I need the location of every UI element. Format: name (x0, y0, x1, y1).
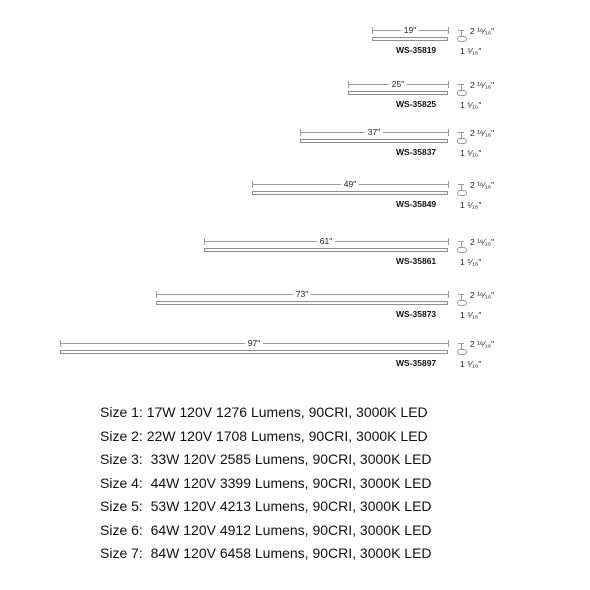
length-label: 97" (245, 338, 263, 348)
fixture-bar (204, 248, 448, 252)
height-label: 2 ¹⁶⁄₁₆" (470, 339, 495, 349)
profile-shape (457, 247, 467, 253)
length-label: 73" (293, 289, 311, 299)
height-label: 2 ¹⁶⁄₁₆" (470, 180, 495, 190)
height-label: 2 ¹⁶⁄₁₆" (470, 237, 495, 247)
fixture-size-5 (0, 237, 590, 293)
depth-label: 1 ⁵⁄₁₆" (460, 148, 482, 158)
profile-shape (457, 36, 467, 42)
dimension-tick-right (448, 181, 449, 188)
fixture-bar (348, 91, 448, 95)
profile-shape (457, 90, 467, 96)
height-label: 2 ¹⁶⁄₁₆" (470, 290, 495, 300)
height-label: 2 ¹⁶⁄₁₆" (470, 128, 495, 138)
model-number: WS-35825 (396, 99, 437, 109)
fixture-bar (60, 350, 448, 354)
fixture-bar (156, 301, 448, 305)
profile-shape (457, 300, 467, 306)
dimension-tick-right (448, 238, 449, 245)
depth-label: 1 ⁵⁄₁₆" (460, 46, 482, 56)
profile-shape (457, 349, 467, 355)
fixture-size-6 (0, 290, 590, 346)
dimension-tick-left (372, 27, 373, 34)
fixture-size-7 (0, 339, 590, 395)
length-label: 37" (365, 127, 383, 137)
fixture-size-4 (0, 180, 590, 236)
height-label: 2 ¹⁶⁄₁₆" (470, 26, 495, 36)
model-number: WS-35819 (396, 45, 437, 55)
spec-line-size-2: Size 2: 22W 120V 1708 Lumens, 90CRI, 3000K LED (100, 427, 428, 444)
dimension-tick-left (348, 81, 349, 88)
dimension-tick-left (300, 129, 301, 136)
length-label: 49" (341, 179, 359, 189)
fixture-bar (372, 37, 448, 41)
dimension-tick-right (448, 129, 449, 136)
model-number: WS-35837 (396, 147, 437, 157)
spec-line-size-7: Size 7: 84W 120V 6458 Lumens, 90CRI, 3000K LED (100, 545, 432, 561)
depth-label: 1 ⁵⁄₁₆" (460, 100, 482, 110)
fixture-bar (300, 139, 448, 143)
dimension-tick-right (448, 291, 449, 298)
spec-line-size-4: Size 4: 44W 120V 3399 Lumens, 90CRI, 3000K LED (100, 474, 432, 491)
spec-line-size-1: Size 1: 17W 120V 1276 Lumens, 90CRI, 3000K LED (100, 404, 428, 420)
model-number: WS-35861 (396, 256, 437, 266)
model-number: WS-35873 (396, 309, 437, 319)
profile-shape (457, 190, 467, 196)
fixture-size-3 (0, 128, 590, 184)
dimension-tick-left (204, 238, 205, 245)
spec-line-size-6: Size 6: 64W 120V 4912 Lumens, 90CRI, 3000K LED (100, 521, 432, 538)
dimension-tick-right (448, 27, 449, 34)
depth-label: 1 ⁵⁄₁₆" (460, 257, 482, 267)
dimension-tick-right (448, 340, 449, 347)
length-label: 61" (317, 236, 335, 246)
length-label: 19" (401, 25, 419, 35)
dimension-tick-left (252, 181, 253, 188)
depth-label: 1 ⁵⁄₁₆" (460, 359, 482, 369)
dimension-tick-right (448, 81, 449, 88)
dimension-tick-left (60, 340, 61, 347)
spec-line-size-3: Size 3: 33W 120V 2585 Lumens, 90CRI, 3000K LED (100, 451, 432, 467)
fixture-size-1 (0, 26, 590, 82)
length-label: 25" (389, 79, 407, 89)
height-label: 2 ¹⁶⁄₁₆" (470, 80, 495, 90)
depth-label: 1 ⁵⁄₁₆" (460, 200, 482, 210)
spec-list (100, 401, 432, 566)
depth-label: 1 ⁵⁄₁₆" (460, 310, 482, 320)
model-number: WS-35897 (396, 358, 437, 368)
model-number: WS-35849 (396, 199, 437, 209)
fixture-bar (252, 191, 448, 195)
dimension-tick-left (156, 291, 157, 298)
spec-line-size-5: Size 5: 53W 120V 4213 Lumens, 90CRI, 3000K LED (100, 498, 432, 514)
profile-shape (457, 138, 467, 144)
